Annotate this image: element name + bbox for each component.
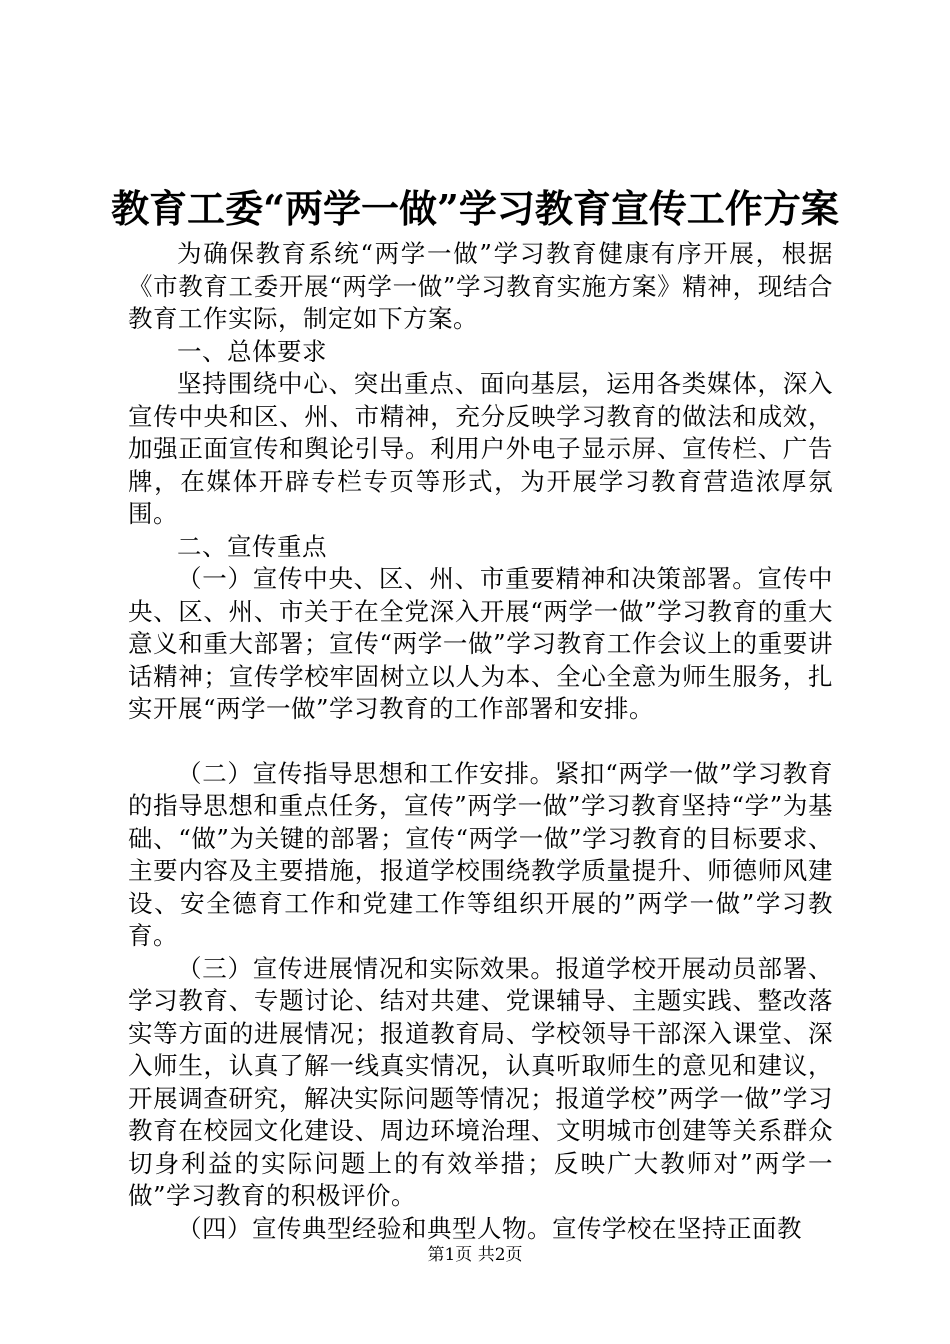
document-title: 教育工委“两学一做”学习教育宣传工作方案 <box>111 186 839 231</box>
page-footer: 第1页 共2页 <box>427 1245 523 1265</box>
focus-item-4-paragraph: （四）宣传典型经验和典型人物。宣传学校在坚持正面教 <box>177 1213 802 1243</box>
general-requirements-paragraph: 坚持围绕中心、突出重点、面向基层，运用各类媒体，深入宣传中央和区、州、市精神，充分反映学习教育的做法和成效，加强正面宣传和舆论引导。利用户外电子显示屏、宣传栏、广告牌，在媒体开辟专栏专页等形式，为开展学习教育营造浓厚氛围。 <box>128 369 833 528</box>
focus-item-2-paragraph: （二）宣传指导思想和工作安排。紧扣“两学一做”学习教育的指导思想和重点任务，宣传”两学一做”学习教育坚持“学”为基础、“做”为关键的部署；宣传“两学一做”学习教育的目标要求、主要内容及主要措施，报道学校围绕教学质量提升、师德师风建设、安全德育工作和党建工作等组织开展的”两学一做”学习教育。 <box>128 758 833 950</box>
document-body <box>128 238 833 1245</box>
section-heading-publicity-focus: 二、宣传重点 <box>177 531 327 561</box>
intro-paragraph: 为确保教育系统“两学一做”学习教育健康有序开展，根据《市教育工委开展“两学一做”学习教育实施方案》精神，现结合教育工作实际，制定如下方案。 <box>128 239 833 333</box>
focus-item-3-paragraph: （三）宣传进展情况和实际效果。报道学校开展动员部署、学习教育、专题讨论、结对共建、党课辅导、主题实践、整改落实等方面的进展情况；报道教育局、学校领导干部深入课堂、深入师生，认真了解一线真实情况，认真听取师生的意见和建议，开展调查研究，解决实际问题等情况；报道学校”两学一做”学习教育在校园文化建设、周边环境治理、文明城市创建等关系群众切身利益的实际问题上的有效举措；反映广大教师对”两学一做”学习教育的积极评价。 <box>128 953 833 1210</box>
focus-item-1-paragraph: （一）宣传中央、区、州、市重要精神和决策部署。宣传中央、区、州、市关于在全党深入开展“两学一做”学习教育的重大意义和重大部署；宣传“两学一做”学习教育工作会议上的重要讲话精神；宣传学校牢固树立以人为本、全心全意为师生服务，扎实开展“两学一做”学习教育的工作部署和安排。 <box>128 564 833 723</box>
section-heading-general-requirements: 一、总体要求 <box>177 336 327 366</box>
